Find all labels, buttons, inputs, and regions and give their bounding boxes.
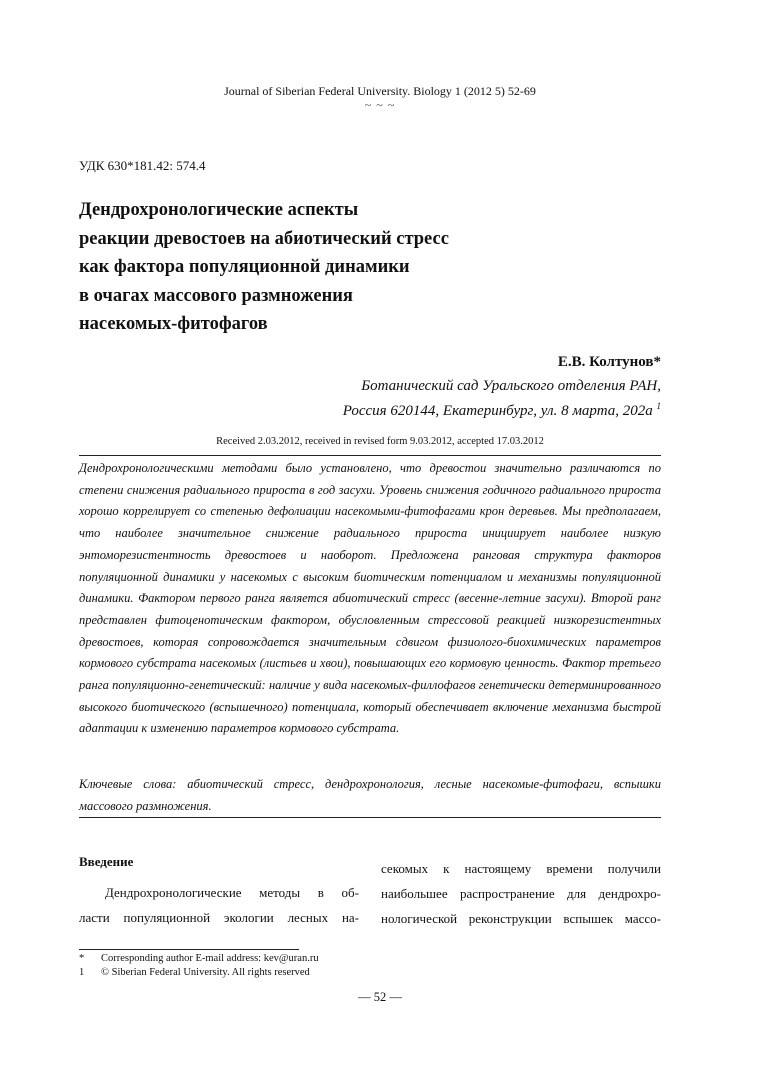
footnote-item — [79, 952, 319, 966]
footnote-mark: * — [79, 953, 85, 964]
affiliation-line-1: Ботанический сад Уральского отделения РАН, — [361, 378, 661, 394]
intro-text-line: секомых к настоящему времени получили — [381, 861, 661, 876]
intro-heading: Введение — [79, 854, 134, 869]
title-line: реакции древостоев на абиотический стресс — [79, 228, 449, 249]
affiliation-footnote-mark: 1 — [656, 401, 661, 411]
footnote-rule — [79, 949, 299, 950]
keywords: Ключевые слова: абиотический стресс, дендрохронология, лесные насекомые-фитофаги, вспышки массового размножения. — [79, 777, 661, 813]
title-line: насекомых-фитофагов — [79, 314, 268, 335]
footnote-text: © Siberian Federal University. All rights reserved — [101, 967, 310, 978]
footnote-item — [79, 966, 319, 980]
title-line: в очагах массового размножения — [79, 285, 353, 306]
affiliation-line-2 — [61, 396, 661, 421]
affiliation-address: Россия 620144, Екатеринбург, ул. 8 марта, 202а — [342, 403, 653, 419]
title-line: как фактора популяционной динамики — [79, 257, 410, 278]
page-number: — 52 — — [358, 990, 402, 1004]
intro-text-line: наибольшее распространение для дендрохро- — [381, 886, 661, 901]
intro-text-line: ласти популяционной экологии лесных на- — [79, 910, 359, 925]
footnotes — [79, 952, 319, 980]
intro-right-column — [381, 856, 661, 931]
intro-text-line: нологической реконструкции вспышек массо- — [381, 911, 661, 926]
abstract-bottom-rule — [79, 817, 661, 818]
author-name: Е.В. Колтунов* — [557, 354, 661, 370]
article-title — [79, 196, 639, 339]
received-dates: Received 2.03.2012, received in revised form 9.03.2012, accepted 17.03.2012 — [216, 436, 544, 447]
udk-code: УДК 630*181.42: 574.4 — [79, 158, 206, 173]
abstract: Дендрохронологическими методами было установлено, что древостои значительно различаются по степени снижения радиального прироста в год засухи. Уровень снижения годичного радиального прироста хорошо коррелирует со степенью дефолиации насекомыми-фитофагами крон деревьев. Мы предполагаем, что наиболее значительное снижение радиального прироста инициирует наиболее низкую энтоморезистентность древостоев и наоборот. Предложена ранговая структура факторов популяционной динамики у насекомых с высоким биотическим потенциалом и механизмы популяционной динамики. Фактором первого ранга является абиотический стресс (весенне-летние засухи). Второй ранг представлен фитоценотическим фактором, обусловленным стрессовой реакцией низкорезистентных древостоев, которая сопровождается значительным сдвигом физиолого-биохимических параметров кормового субстрата насекомых (листьев и хвои), повышающих его кормовую ценность. Фактор третьего ранга популяционно-генетический: наличие у вида насекомых-филлофагов генетически детерминированного высокого биотического (вспышечного) потенциала, который обеспечивает включение механизма быстрой адаптации к изменению параметров кормового субстрата. — [79, 461, 661, 736]
intro-left-column — [79, 852, 359, 930]
affiliation — [61, 376, 661, 421]
header-ornament: ~ ~ ~ — [364, 98, 396, 112]
title-line: Дендрохронологические аспекты — [79, 200, 359, 220]
footnote-text: Corresponding author E-mail address: kev@uran.ru — [101, 953, 319, 964]
abstract-top-rule — [79, 455, 661, 456]
intro-text-line: Дендрохронологические методы в об- — [105, 885, 359, 900]
footnote-mark: 1 — [79, 967, 85, 978]
journal-header: Journal of Siberian Federal University. Biology 1 (2012 5) 52-69 — [224, 84, 536, 98]
